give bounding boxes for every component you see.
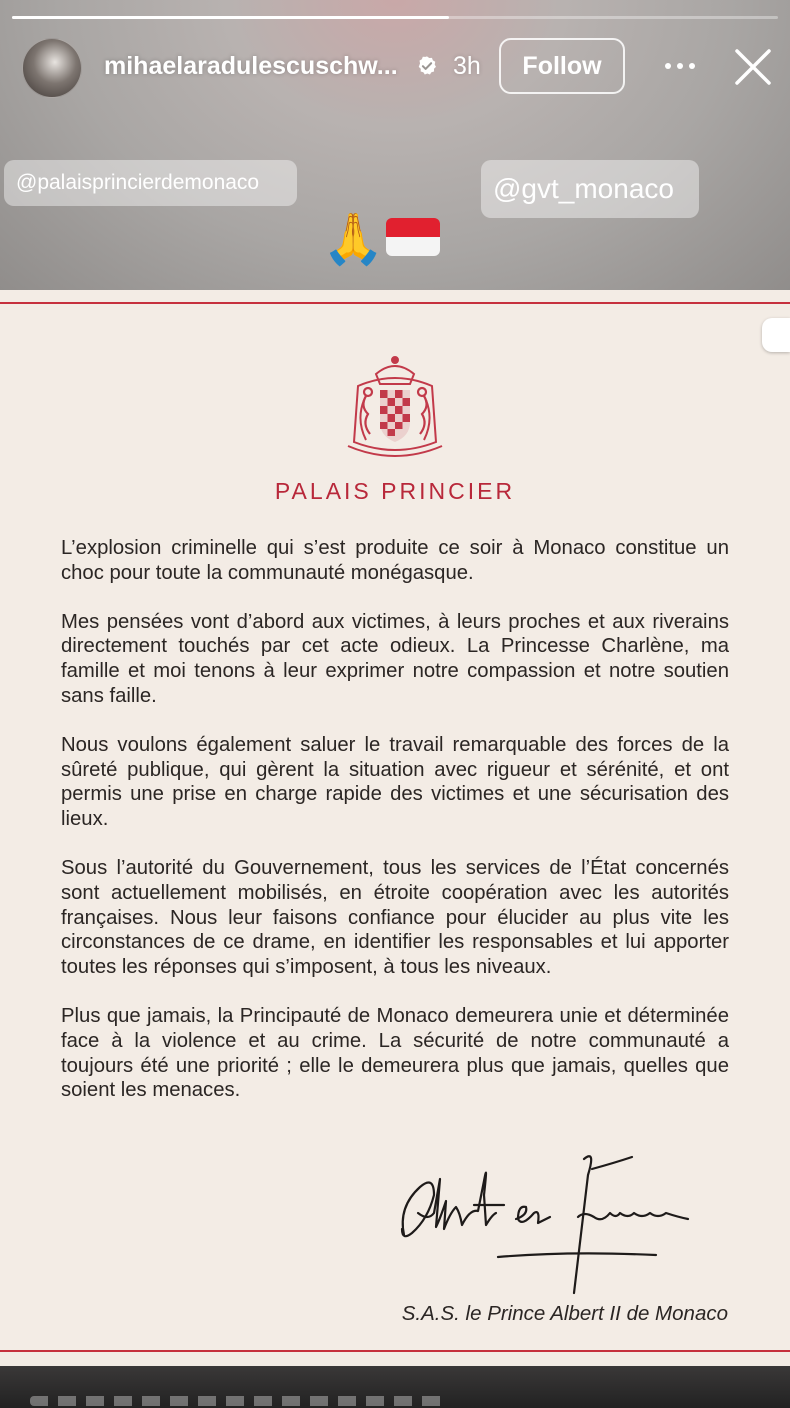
story-reply-area[interactable] (0, 1366, 790, 1408)
signer-name: S.A.S. le Prince Albert II de Monaco (401, 1302, 728, 1325)
close-icon[interactable] (733, 47, 773, 87)
top-divider (0, 302, 790, 304)
bottom-divider (0, 1350, 790, 1352)
monaco-flag-icon (386, 218, 440, 256)
letter-body (61, 536, 729, 1127)
story-progress-fill (12, 16, 449, 19)
mention-sticker-gvt[interactable]: @gvt_monaco (481, 160, 699, 218)
paragraph-1: L’explosion criminelle qui s’est produite ce soir à Monaco constitue un choc pour toute la communauté monégasque. (61, 537, 729, 584)
side-tab-handle[interactable] (762, 318, 790, 352)
letterhead-title: PALAIS PRINCIER (274, 478, 516, 504)
follow-button[interactable]: Follow (499, 38, 625, 94)
username[interactable]: mihaelaradulescuschw... (104, 52, 398, 80)
praying-hands-emoji: 🙏 (322, 211, 385, 267)
story-progress-bar (12, 16, 778, 19)
paragraph-5: Plus que jamais, la Principauté de Monaco demeurera unie et déterminée face à la violence et au crime. La sécurité de notre communauté a toujours été une priorité ; elle le demeurera plus que jamais, quelles que soient les menaces. (61, 1004, 729, 1102)
monaco-crest-icon (336, 350, 454, 468)
handwritten-signature (388, 1135, 708, 1310)
post-time: 3h (453, 52, 481, 80)
avatar[interactable] (22, 38, 82, 98)
story-header (0, 36, 790, 100)
paragraph-4: Sous l’autorité du Gouvernement, tous les services de l’État concernés sont actuellement mobilisés, en étroite coopération avec les autorités françaises. Nous leur faisons confiance pour élucider au plus vite les circonstances de ce drame, en identifier les responsables et lui apporter toutes les réponses qui s’imposent, à tous les niveaux. (61, 856, 729, 979)
paragraph-2: Mes pensées vont d’abord aux victimes, à leurs proches et aux riverains directement touchés par cet acte odieux. La Princesse Charlène, ma famille et moi tenons à leur exprimer notre compassion et notre soutien sans faille. (61, 610, 729, 707)
blurred-caption (30, 1396, 450, 1406)
mention-sticker-palais[interactable]: @palaisprincierdemonaco (4, 160, 297, 206)
verified-badge-icon (416, 55, 438, 77)
more-options-icon[interactable] (660, 54, 700, 78)
press-release-letter (0, 290, 790, 1366)
paragraph-3: Nous voulons également saluer le travail remarquable des forces de la sûreté publique, qui gèrent la situation avec rigueur et sérénité, et ont permis une prise en charge rapide des victimes et une sécurisation des lieux. (61, 733, 729, 831)
